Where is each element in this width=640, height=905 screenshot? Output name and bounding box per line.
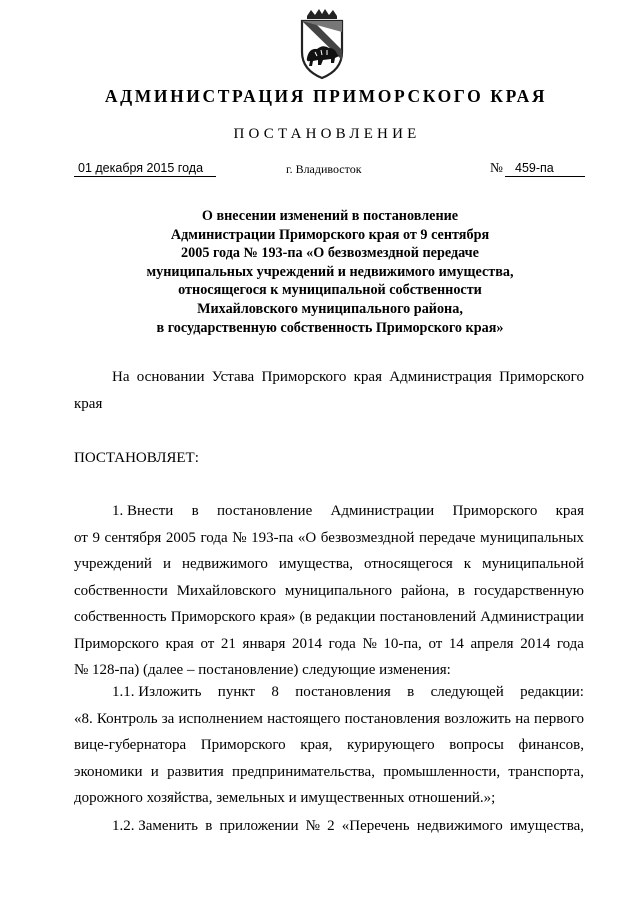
word: возложить <box>444 710 512 727</box>
word: от <box>428 635 443 652</box>
word: постановлений <box>379 609 477 625</box>
word: Приморского <box>200 737 286 753</box>
text-line: № 128-па) (далее – постановление) следующие изменения: <box>74 662 451 678</box>
word: Контроль <box>96 710 158 727</box>
word: Приморского <box>170 609 256 625</box>
document-date: 01 декабря 2015 года <box>74 160 216 177</box>
word: года <box>328 635 356 652</box>
text-line <box>74 706 584 733</box>
word: следующей <box>430 684 504 700</box>
word: промышленности, <box>383 763 501 780</box>
word: Михайловского <box>176 582 277 599</box>
word: января <box>242 635 286 652</box>
word: края <box>353 369 382 385</box>
word: Приморского <box>74 635 159 652</box>
text-line <box>74 578 584 605</box>
preamble-paragraph <box>74 364 584 417</box>
word: 1.1. Изложить <box>112 684 202 700</box>
word: края <box>555 503 584 519</box>
text-line <box>74 364 584 391</box>
word: «8. <box>74 710 93 727</box>
word: вопросы <box>449 737 504 753</box>
word: собственность <box>74 609 167 625</box>
word: первого <box>534 710 584 727</box>
word: Устава <box>211 369 255 385</box>
text-line <box>74 759 584 786</box>
word: района, <box>400 582 449 599</box>
word: Администрации <box>330 503 435 519</box>
word: муниципальной <box>482 556 584 572</box>
heading-line: Михайловского муниципального района, <box>197 300 463 317</box>
word: в <box>407 684 415 700</box>
heading-line: 2005 года № 193-па «О безвозмездной передаче <box>181 245 479 262</box>
word: № <box>232 529 247 546</box>
word: учреждений <box>74 556 152 572</box>
word: от <box>200 635 215 652</box>
word: курирующего <box>347 737 435 753</box>
heading-line: муниципальных учреждений и недвижимого имущества, <box>146 263 514 280</box>
word: постановления <box>295 684 391 700</box>
word: редакции: <box>520 684 584 700</box>
primorsky-coat-of-arms-icon <box>293 8 351 80</box>
word: экономики <box>74 763 143 780</box>
word: года <box>556 635 584 652</box>
word: имущества, <box>278 556 354 572</box>
text-line: края <box>74 395 103 412</box>
document-type: ПОСТАНОВЛЕНИЕ <box>233 126 421 142</box>
word: исполнением <box>178 710 263 727</box>
word: приложении <box>219 818 299 834</box>
word: недвижимого <box>182 556 268 572</box>
word: 2 <box>327 818 335 834</box>
organization-title: АДМИНИСТРАЦИЯ ПРИМОРСКОГО КРАЯ <box>104 86 548 106</box>
text-line <box>74 604 584 631</box>
word: края, <box>300 737 333 753</box>
word: имущества, <box>509 818 584 834</box>
word: (в <box>299 609 312 625</box>
text-line <box>74 525 584 552</box>
item-1-paragraph <box>74 498 584 684</box>
text-line: дорожного хозяйства, земельных и имущественных отношений.»; <box>74 790 496 806</box>
word: № <box>362 635 377 652</box>
word: финансов, <box>518 737 584 753</box>
word: транспорта, <box>508 763 584 780</box>
word: 10-па, <box>383 635 422 652</box>
number-label: № <box>490 160 503 175</box>
word: к <box>463 556 472 572</box>
word: «Перечень <box>341 818 410 834</box>
word: государственную <box>473 582 584 599</box>
item-1-1-paragraph <box>74 679 584 812</box>
word: пункт <box>217 684 255 700</box>
heading-line: относящегося к муниципальной собственности <box>178 282 482 299</box>
word: вице-губернатора <box>74 737 187 753</box>
word: в <box>191 503 199 519</box>
word: собственности <box>74 582 168 599</box>
word: постановление <box>217 503 313 519</box>
word: муниципального <box>284 582 392 599</box>
item-1-2-paragraph <box>74 813 584 840</box>
word: «О <box>297 529 317 546</box>
word: предпринимательства, <box>232 763 375 780</box>
word: На <box>112 369 130 385</box>
heading-line: Администрации Приморского края от 9 сентября <box>170 226 490 243</box>
word: сентября <box>104 529 162 546</box>
word: 2014 <box>292 635 323 652</box>
word: и <box>150 763 159 780</box>
word: и <box>162 556 171 572</box>
word: в <box>205 818 213 834</box>
document-city: г. Владивосток <box>286 162 362 176</box>
word: настоящего <box>267 710 341 727</box>
text-line <box>74 813 584 840</box>
word: № <box>305 818 320 834</box>
word: относящегося <box>364 556 453 572</box>
document-heading <box>120 207 540 337</box>
word: Приморского <box>261 369 347 385</box>
word: Администрации <box>480 609 584 625</box>
word: безвозмездной <box>320 529 415 546</box>
resolves-heading: ПОСТАНОВЛЯЕТ: <box>74 450 199 466</box>
word: развития <box>167 763 224 780</box>
heading-line: в государственную собственность Приморского края» <box>156 319 504 336</box>
word: 1. Внести <box>112 503 174 519</box>
word: 21 <box>220 635 236 652</box>
word: от <box>74 529 88 546</box>
word: передаче <box>418 529 476 546</box>
text-line <box>74 551 584 578</box>
text-line <box>74 498 584 525</box>
text-line <box>74 679 584 706</box>
word: 14 <box>448 635 464 652</box>
word: Администрация <box>389 369 492 385</box>
word: апреля <box>470 635 514 652</box>
document-number <box>505 160 585 177</box>
word: Приморского <box>452 503 538 519</box>
word: основании <box>136 369 205 385</box>
word: края <box>165 635 194 652</box>
word: 9 <box>92 529 100 546</box>
heading-line: О внесении изменений в постановление <box>201 208 459 224</box>
word: недвижимого <box>416 818 503 834</box>
word: 193-па <box>251 529 294 546</box>
word: постановления <box>344 710 441 727</box>
word: года <box>200 529 228 546</box>
word: на <box>515 710 530 727</box>
word: 8 <box>271 684 279 700</box>
text-line <box>74 732 584 759</box>
word: края» <box>259 609 296 625</box>
word: муниципальных <box>480 529 584 546</box>
word: в <box>457 582 465 599</box>
word: Приморского <box>499 369 584 385</box>
word: 2014 <box>520 635 551 652</box>
word: 2005 <box>165 529 196 546</box>
text-line <box>74 631 584 658</box>
document-number-value: 459-па <box>515 161 554 175</box>
word: за <box>161 710 175 727</box>
word: 1.2. Заменить <box>112 818 199 834</box>
word: редакции <box>315 609 376 625</box>
